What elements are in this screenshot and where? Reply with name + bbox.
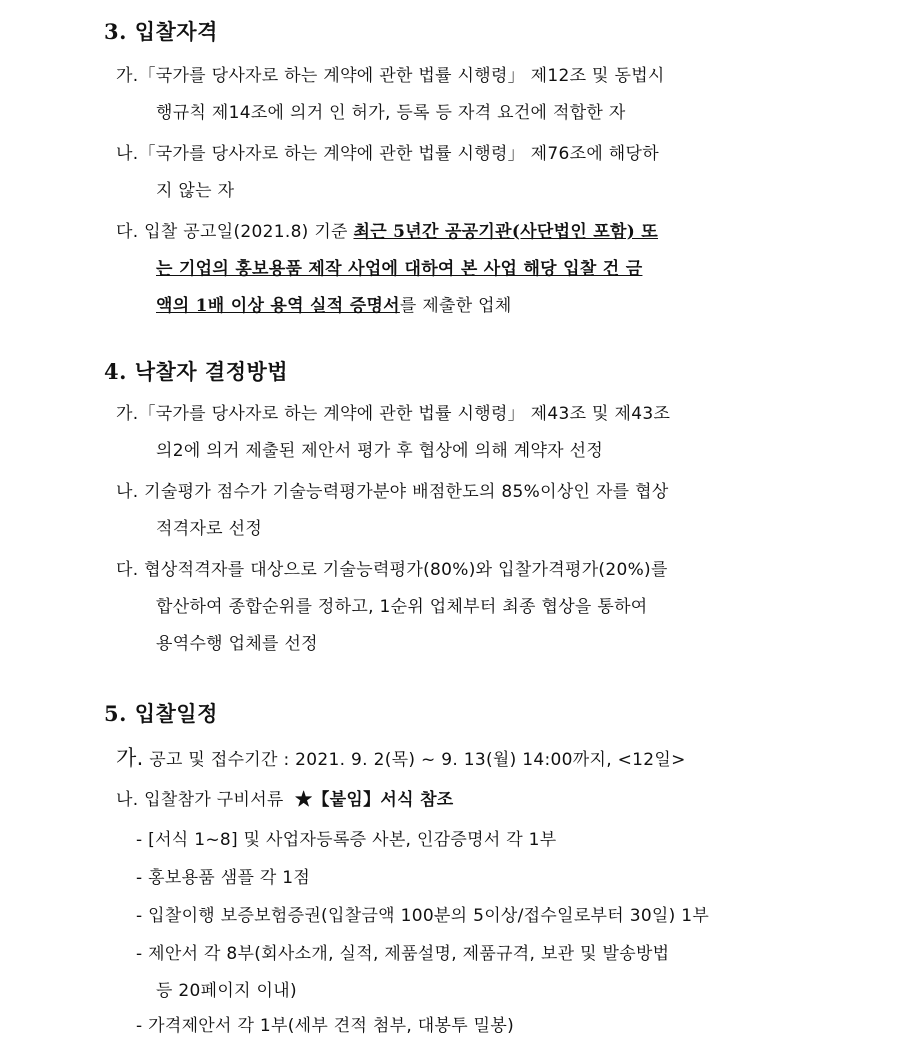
attachment-reference: ★【붙임】서식 참조 (295, 790, 454, 810)
sec4-item-na (116, 474, 836, 548)
item-marker: 가. (116, 66, 139, 86)
item-text: 입찰참가 구비서류 (144, 790, 284, 810)
item-text: 「국가를 당사자로 하는 계약에 관한 법률 시행령」 제12조 및 동법시 (138, 66, 665, 86)
item-text: 기술평가 점수가 기술능력평가분야 배점한도의 85%이상인 자를 협상 (144, 482, 669, 502)
sec4-item-ga (116, 396, 836, 470)
item-text-cont: 합산하여 종합순위를 정하고, 1순위 업체부터 최종 협상을 통하여 (156, 597, 648, 617)
item-text: 「국가를 당사자로 하는 계약에 관한 법률 시행령」 제43조 및 제43조 (138, 404, 671, 424)
item-text-cont-2: 용역수행 업체를 선정 (156, 634, 318, 654)
doc-list-item-5: - 가격제안서 각 1부(세부 견적 첨부, 대봉투 밀봉) (136, 1016, 515, 1036)
item-text: 입찰 공고일(2021.8) 기준 (144, 222, 348, 242)
section-4-title: 4. 낙찰자 결정방법 (104, 359, 289, 384)
sec3-item-na (116, 136, 836, 210)
item-marker: 가. (116, 404, 139, 424)
item-text-cont: 지 않는 자 (156, 181, 235, 201)
item-text-tail: 를 제출한 업체 (399, 296, 512, 316)
item-text: 협상적격자를 대상으로 기술능력평가(80%)와 입찰가격평가(20%)를 (144, 560, 668, 580)
item-marker: 다. (116, 222, 139, 242)
doc-list-item-3: - 입찰이행 보증보험증권(입찰금액 100분의 5이상/접수일로부터 30일) 1부 (136, 906, 710, 926)
item-marker: 나. (116, 790, 139, 810)
sec5-item-na (116, 782, 836, 819)
doc-list-item-2: - 홍보용품 샘플 각 1점 (136, 868, 311, 888)
section-5-title: 5. 입찰일정 (104, 701, 218, 726)
section-3-title: 3. 입찰자격 (104, 19, 218, 44)
underlined-requirement-2: 는 기업의 홍보용품 제작 사업에 대하여 본 사업 해당 입찰 건 금 (156, 259, 643, 279)
item-text: 「국가를 당사자로 하는 계약에 관한 법률 시행령」 제76조에 해당하 (138, 144, 659, 164)
doc-list-item-4 (136, 936, 836, 1010)
item-text-cont: 의2에 의거 제출된 제안서 평가 후 협상에 의해 계약자 선정 (156, 441, 604, 461)
item-text-cont: 적격자로 선정 (156, 519, 263, 539)
item-text: 공고 및 접수기간 : 2021. 9. 2(목) ~ 9. 13(월) 14:00까지, <12일> (149, 750, 686, 770)
sec3-item-da (116, 214, 836, 325)
item-marker: 다. (116, 560, 139, 580)
item-marker: 가. (116, 746, 144, 770)
item-marker: 나. (116, 144, 139, 164)
item-text-cont: 등 20페이지 이내) (156, 981, 297, 1001)
doc-list-item-1: - [서식 1~8] 및 사업자등록증 사본, 인감증명서 각 1부 (136, 830, 557, 850)
item-marker: 나. (116, 482, 139, 502)
sec4-item-da (116, 552, 836, 663)
underlined-requirement-3: 액의 1배 이상 용역 실적 증명서 (156, 296, 400, 316)
sec5-item-ga (116, 740, 836, 779)
underlined-requirement: 최근 5년간 공공기관(사단법인 포함) 또 (353, 222, 659, 242)
item-text-cont: 행규칙 제14조에 의거 인 허가, 등록 등 자격 요건에 적합한 자 (156, 103, 626, 123)
item-text: - 제안서 각 8부(회사소개, 실적, 제품설명, 제품규격, 보관 및 발송방법 (136, 944, 670, 964)
sec3-item-ga (116, 58, 836, 132)
